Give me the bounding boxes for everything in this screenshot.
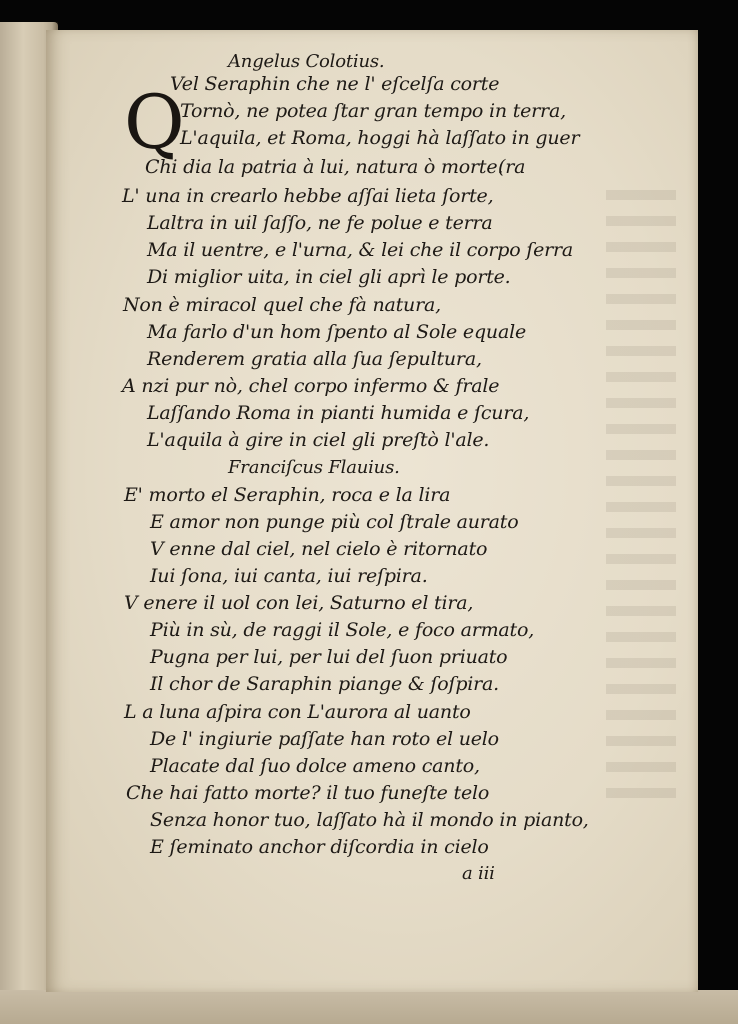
poem2-author: Franciſcus Flauius. xyxy=(228,457,400,478)
poem2-line-2: E amor non punge più col ſtrale aurato xyxy=(150,511,519,533)
signature-mark: a iii xyxy=(462,863,495,884)
poem1-line-7: Ma il uentre, e l'urna, & lei che il corpo ſerra xyxy=(147,239,574,261)
poem1-line-8: Di miglior uita, in ciel gli aprì le porte. xyxy=(147,266,511,288)
poem2-line-10: De l' ingiurie paſſate han roto el uelo xyxy=(150,728,499,750)
poem1-line-13: Laſſando Roma in pianti humida e ſcura, xyxy=(147,402,530,424)
poem2-line-4: Iui ſona, iui canta, iui reſpira. xyxy=(150,565,428,587)
poem2-line-5: V enere il uol con lei, Saturno el tira, xyxy=(124,592,474,614)
ink-show-through xyxy=(606,190,676,810)
poem2-line-9: L a luna aſpira con L'aurora al uanto xyxy=(124,701,471,723)
poem1-line-9: Non è miracol quel che fà natura, xyxy=(123,294,441,316)
poem1-line-4-overflow: (ra xyxy=(498,156,526,178)
poem1-line-10: Ma farlo d'un hom ſpento al Sole equale xyxy=(147,321,526,343)
poem1-line-2: Tornò, ne potea ſtar gran tempo in terra, xyxy=(180,100,566,122)
poem1-line-6: Laltra in uil ſaſſo, ne fe polue e terra xyxy=(147,212,493,234)
poem2-line-8: Il chor de Saraphin piange & ſoſpira. xyxy=(150,673,500,695)
poem1-author: Angelus Colotius. xyxy=(228,51,385,72)
poem1-line-3: L'aquila, et Roma, hoggi hà laſſato in guer xyxy=(180,127,580,149)
poem1-line-5: L' una in crearlo hebbe aſſai lieta ſorte, xyxy=(122,185,494,207)
poem2-line-11: Placate dal ſuo dolce ameno canto, xyxy=(150,755,480,777)
poem1-line-14: L'aquila à gire in ciel gli preſtò l'ale. xyxy=(147,429,490,451)
poem1-line-12: A nzi pur nò, chel corpo infermo & frale xyxy=(122,375,500,397)
poem2-line-13: Senza honor tuo, laſſato hà il mondo in pianto, xyxy=(150,809,589,831)
bottom-page-edge xyxy=(0,990,738,1024)
poem2-line-3: V enne dal ciel, nel cielo è ritornato xyxy=(150,538,488,560)
poem2-line-7: Pugna per lui, per lui del ſuon priuato xyxy=(150,646,508,668)
poem1-line-1: Vel Seraphin che ne l' eſcelſa corte xyxy=(170,73,500,95)
poem1-line-4: Chi dia la patria à lui, natura ò morte. xyxy=(145,156,504,178)
poem2-line-1: E' morto el Seraphin, roca e la lira xyxy=(124,484,451,506)
poem2-line-12: Che hai fatto morte? il tuo funeſte telo xyxy=(126,782,490,804)
poem1-line-11: Renderem gratia alla ſua ſepultura, xyxy=(147,348,482,370)
poem2-line-14: E ſeminato anchor diſcordia in cielo xyxy=(150,836,489,858)
dropcap-letter: Q xyxy=(124,80,185,166)
poem2-line-6: Più in sù, de raggi il Sole, e foco armato, xyxy=(150,619,535,641)
